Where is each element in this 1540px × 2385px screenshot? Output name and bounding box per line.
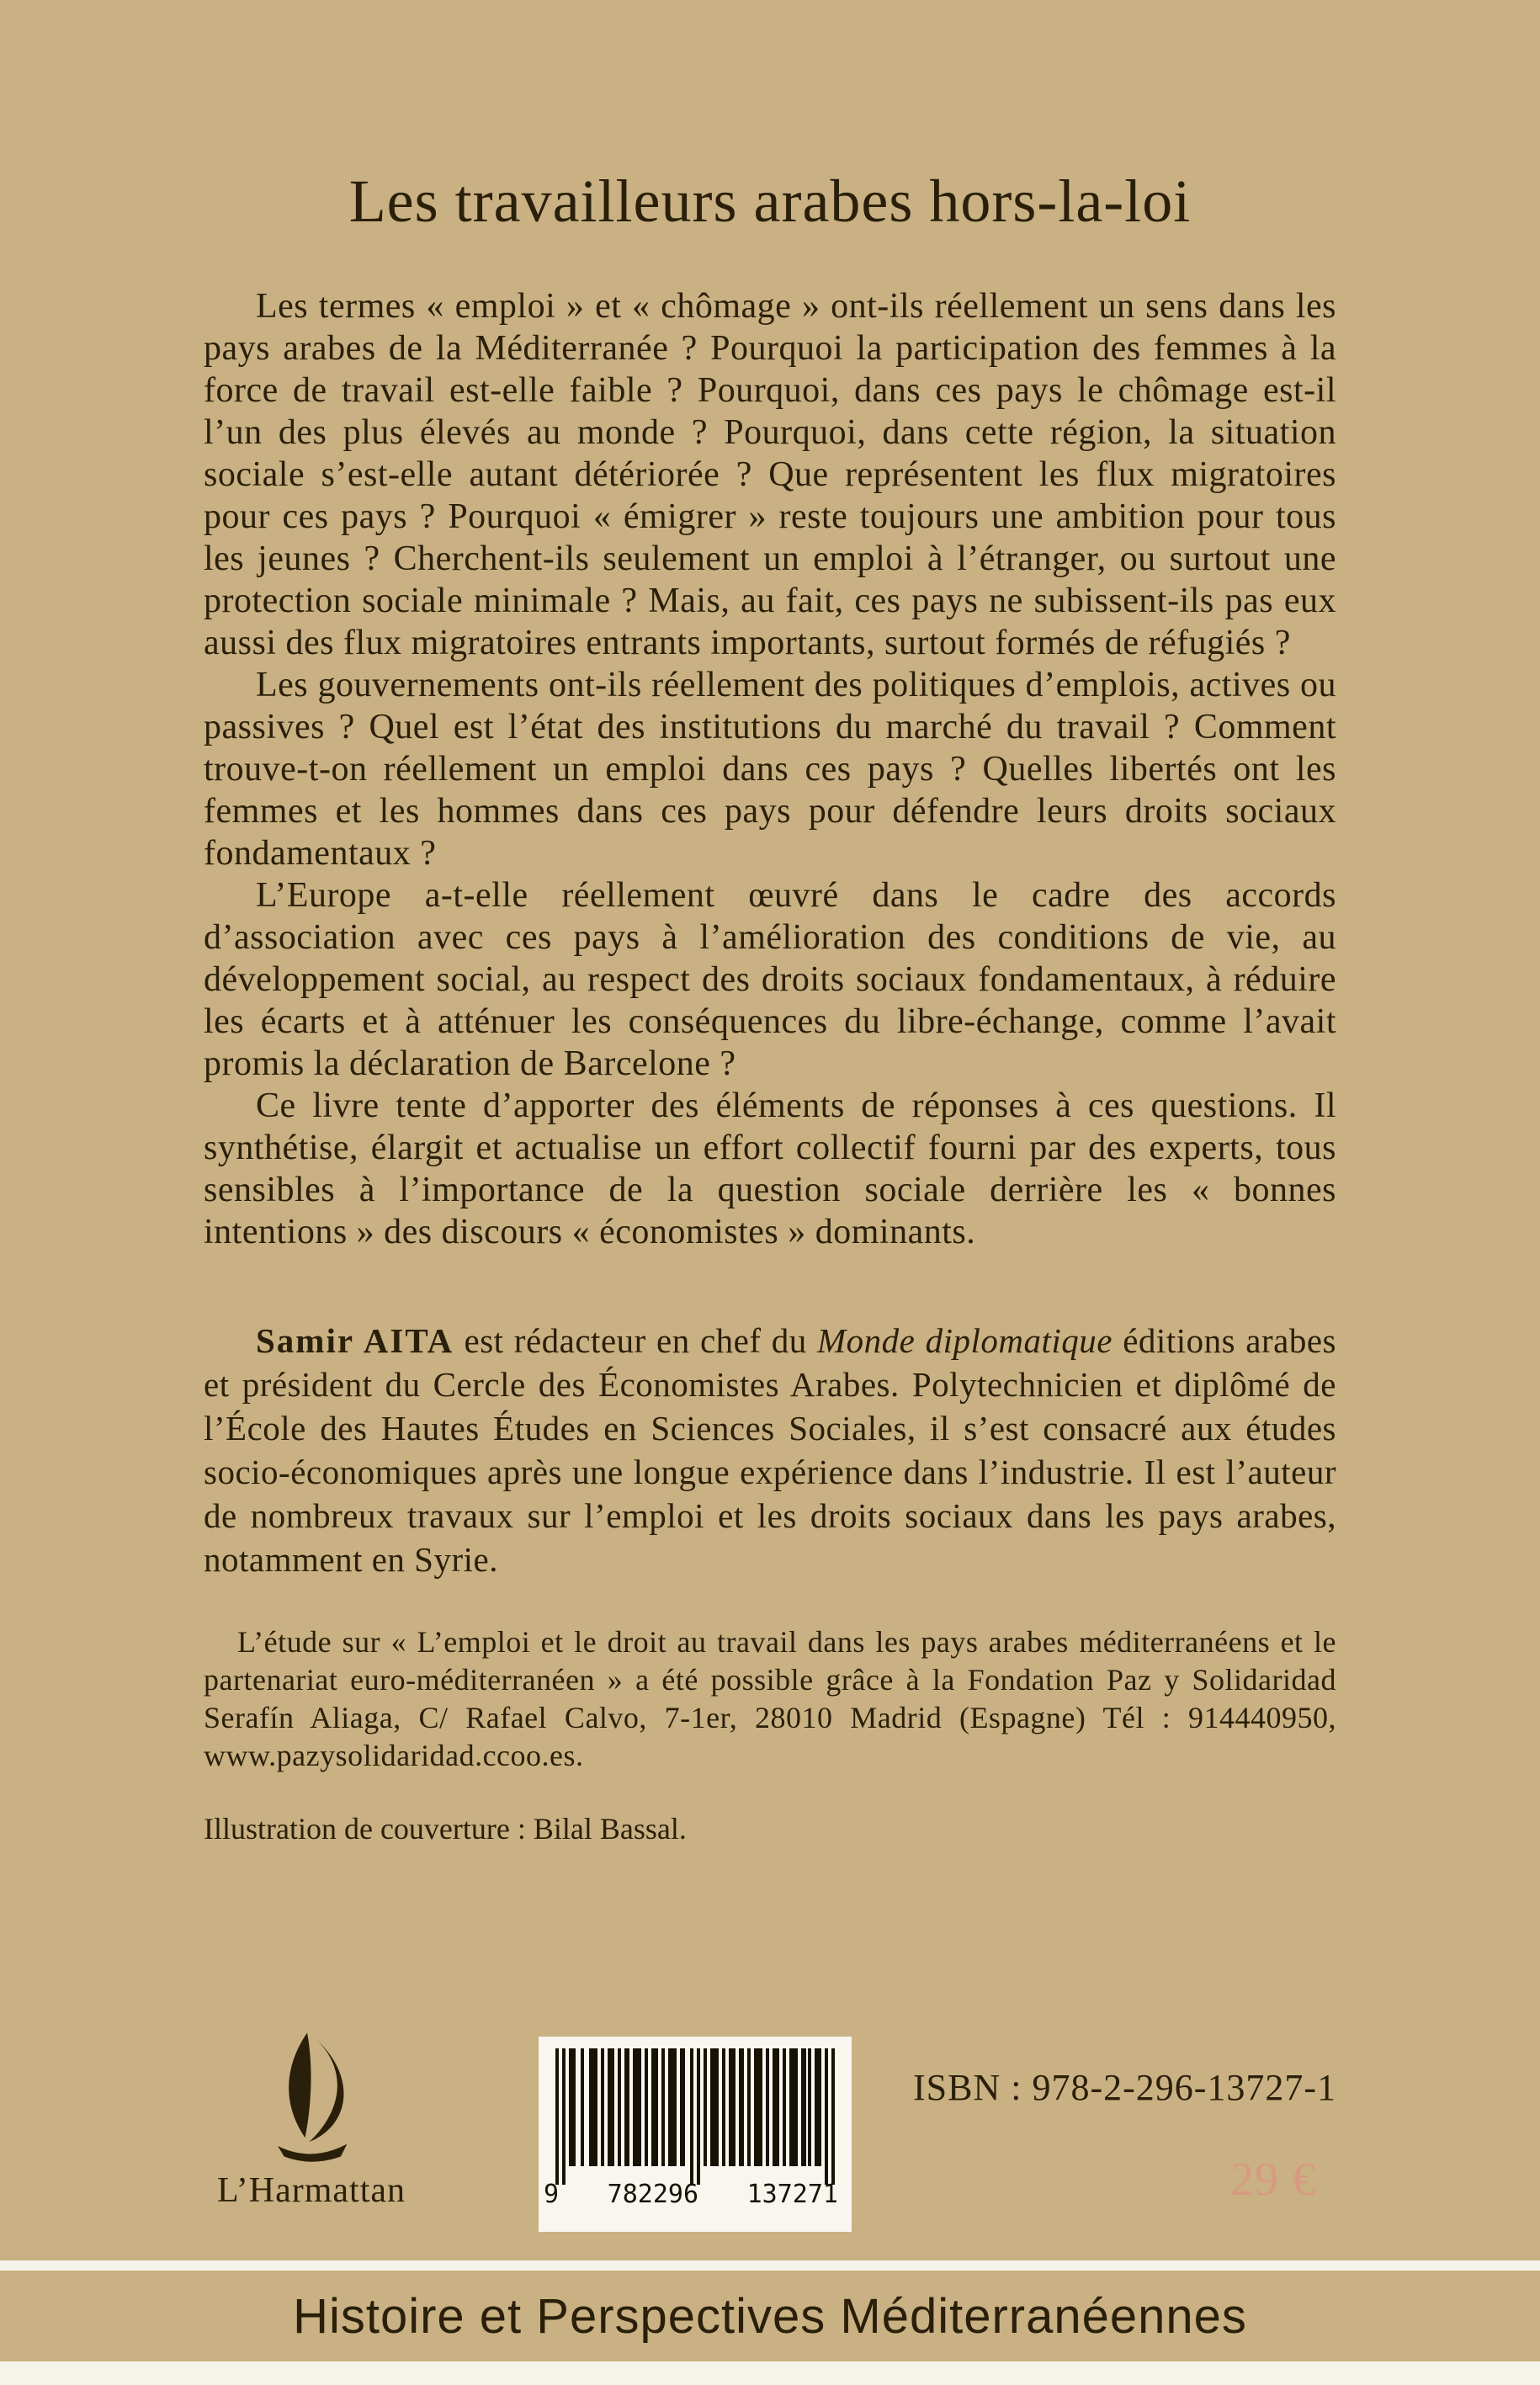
collection-banner: Histoire et Perspectives Méditerranéennes	[293, 2288, 1247, 2344]
synopsis-paragraph: Ce livre tente d’apporter des éléments de réponses à ces questions. Il synthétise, élargit et actualise un effort collectif fourni par des experts, tous sensibles à l’importance de la question sociale derrière les « bonnes intentions » des discours « économistes » dominants.	[204, 1086, 1336, 1251]
back-cover-text-block	[204, 285, 1336, 1848]
synopsis	[204, 285, 1336, 1253]
author-bio	[204, 1319, 1336, 1581]
synopsis-paragraph: Les gouvernements ont-ils réellement des politiques d’emplois, actives ou passives ? Quel est l’état des institutions du marché du travail ? Comment trouve-t-on réellement un emploi dans ces pays ? Quelles libertés ont les femmes et les hommes dans ces pays pour défendre leurs droits sociaux fondamentaux ?	[204, 666, 1336, 873]
isbn-label: ISBN : 978-2-296-13727-1	[913, 2067, 1337, 2108]
barcode-digits	[539, 2180, 852, 2209]
bio-text-before: est rédacteur en chef du	[464, 1321, 807, 1360]
funding-note: L’étude sur « L’emploi et le droit au travail dans les pays arabes méditerranéens et le partenariat euro-méditerranéen » a été possible grâce à la Fondation Paz y Solidaridad Serafín Aliaga, C/ Rafael Calvo, 7-1er, 28010 Madrid (Espagne) Tél : 914440950, www.pazysolidaridad.ccoo.es.	[204, 1625, 1336, 1772]
book-title: Les travailleurs arabes hors-la-loi	[348, 167, 1192, 235]
divider-strip-top	[0, 2260, 1540, 2271]
barcode-digits-left: 782296	[607, 2180, 699, 2209]
barcode-bars-icon	[555, 2048, 835, 2185]
sailboat-icon	[248, 2026, 374, 2163]
barcode	[539, 2037, 852, 2232]
publisher-logo-block	[181, 2026, 442, 2211]
price-label: 29 €	[1230, 2154, 1316, 2206]
publisher-name: L’Harmattan	[216, 2171, 406, 2210]
author-name: Samir AITA	[256, 1321, 454, 1360]
bio-text-after: éditions arabes et président du Cercle des Économistes Arabes. Polytechnicien et diplômé de l’École des Hautes Études en Sciences Sociales, il s’est consacré aux études socio-économiques après une longue expérience dans l’industrie. Il est l’auteur de nombreux travaux sur l’emploi et les droits sociaux dans les pays arabes, notamment en Syrie.	[204, 1321, 1337, 1579]
barcode-digit-system: 9	[544, 2180, 560, 2209]
synopsis-paragraph: L’Europe a-t-elle réellement œuvré dans le cadre des accords d’association avec ces pays à l’amélioration des conditions de vie, au développement social, au respect des droits sociaux fondamentaux, à réduire les écarts et à atténuer les conséquences du libre-échange, comme l’avait promis la déclaration de Barcelone ?	[204, 876, 1336, 1083]
synopsis-paragraph: Les termes « emploi » et « chômage » ont-ils réellement un sens dans les pays arabes de la Méditerranée ? Pourquoi la participation des femmes à la force de travail est-elle faible ? Pourquoi, dans ces pays le chômage est-il l’un des plus élevés au monde ? Pourquoi, dans cette région, la situation sociale s’est-elle autant détériorée ? Que représentent les flux migratoires pour ces pays ? Pourquoi « émigrer » reste toujours une ambition pour tous les jeunes ? Cherchent-ils seulement un emploi à l’étranger, ou surtout une protection sociale minimale ? Mais, au fait, ces pays ne subissent-ils pas eux aussi des flux migratoires entrants importants, surtout formés de réfugiés ?	[204, 287, 1336, 662]
journal-title: Monde diplomatique	[817, 1321, 1113, 1360]
barcode-digits-right: 137271	[746, 2180, 838, 2209]
divider-strip-bottom	[0, 2361, 1540, 2385]
cover-illustration-credit: Illustration de couverture : Bilal Bassal.	[204, 1812, 687, 1846]
